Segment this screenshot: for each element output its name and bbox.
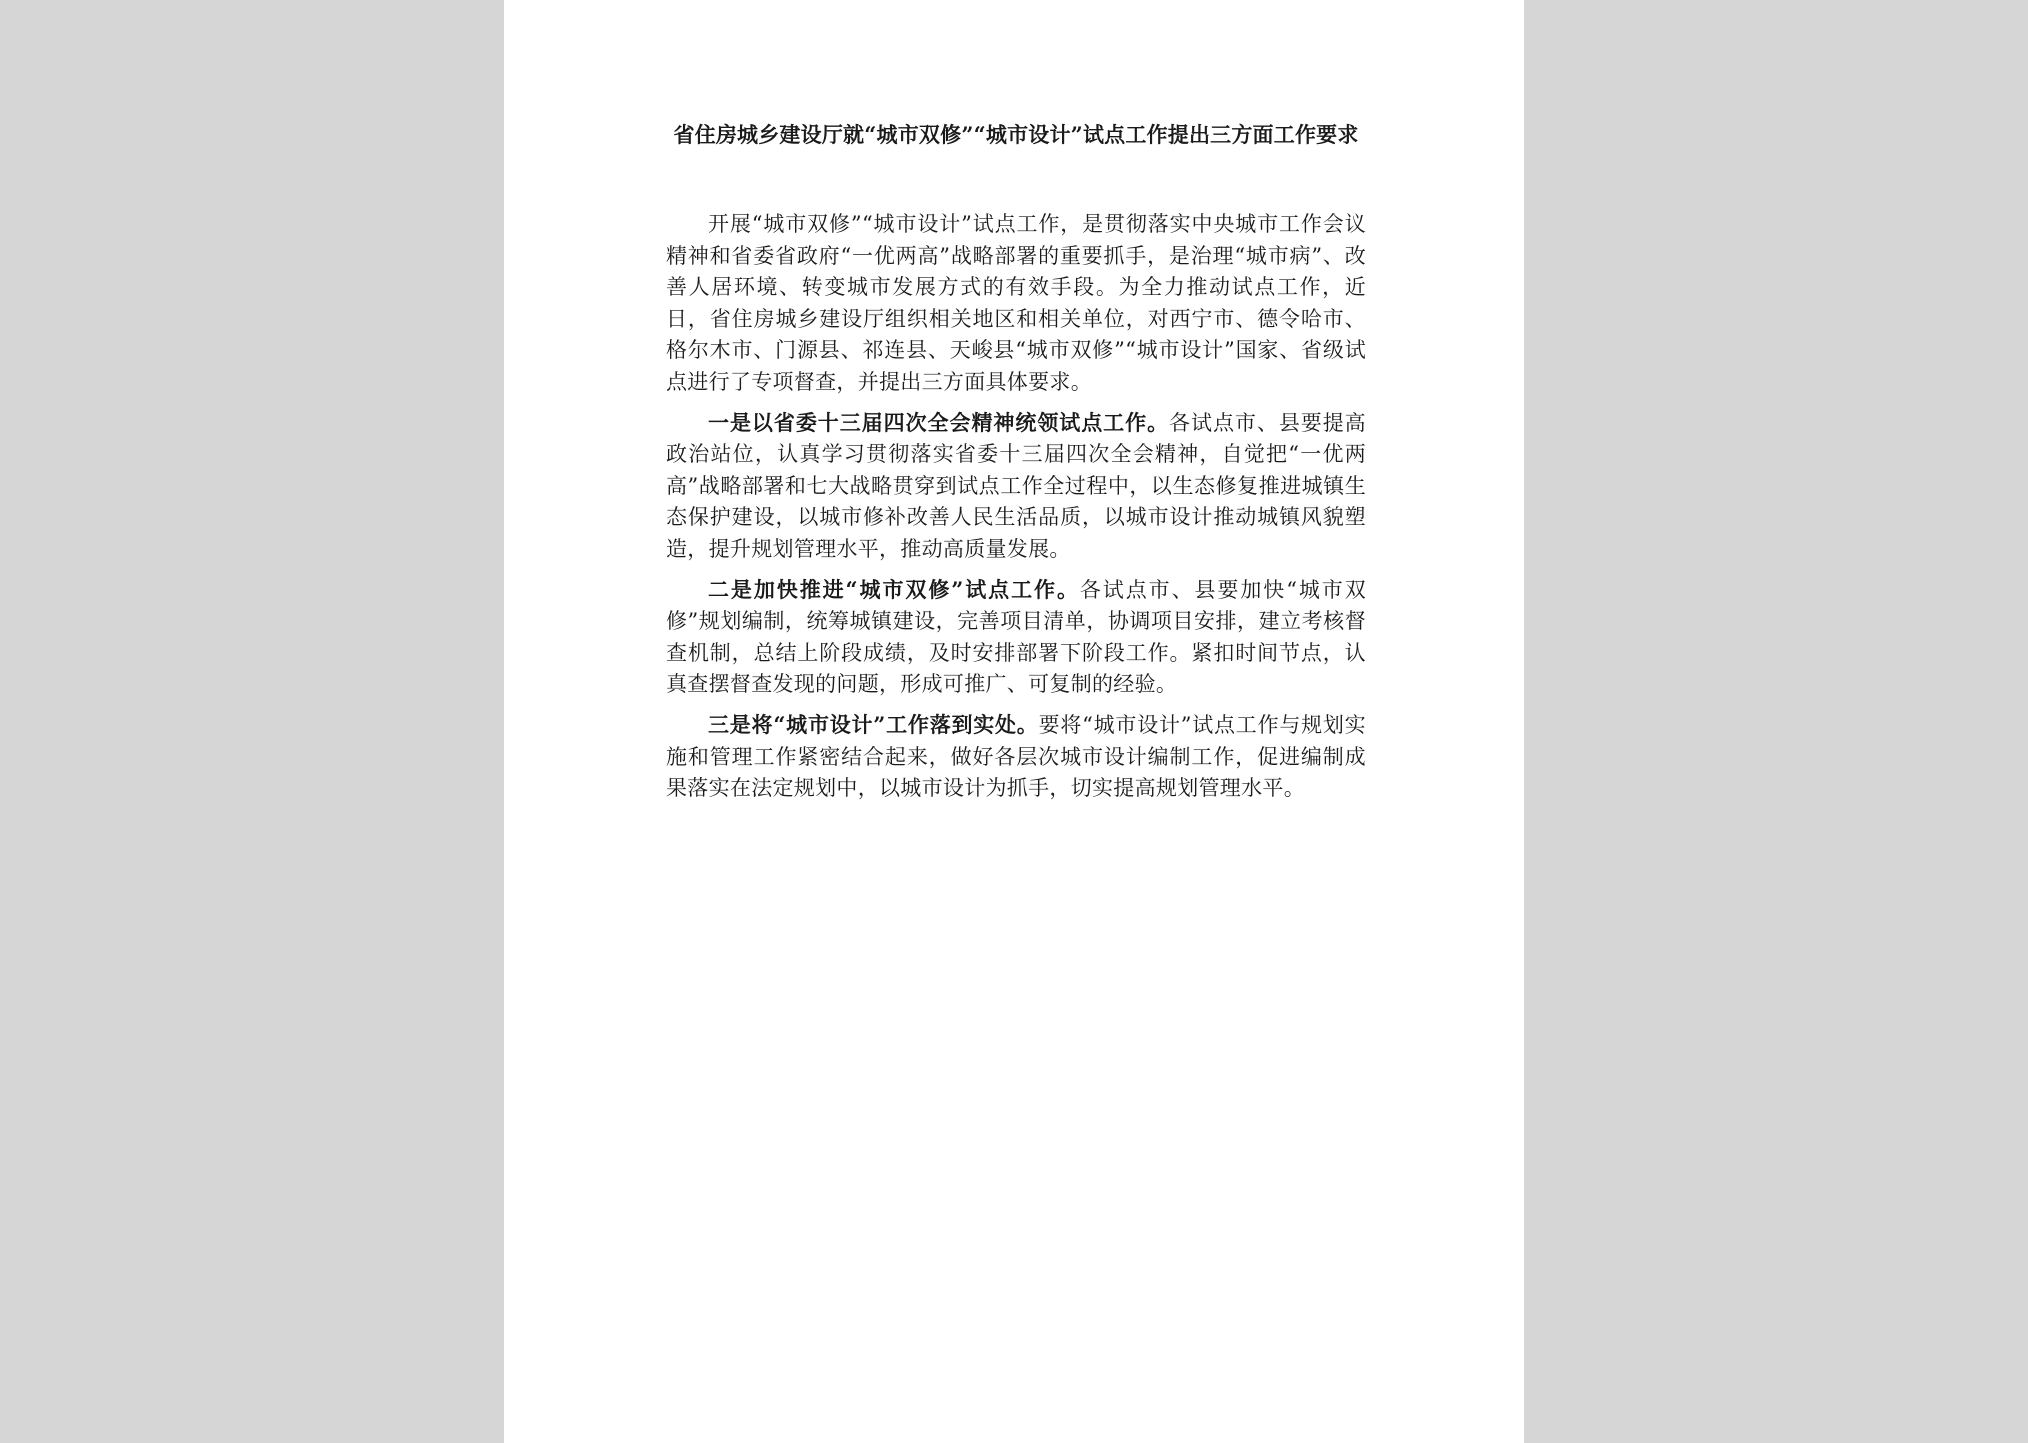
- intro-paragraph: 开展“城市双修”“城市设计”试点工作，是贯彻落实中央城市工作会议精神和省委省政府“一优两高”战略部署的重要抓手，是治理“城市病”、改善人居环境、转变城市发展方式的有效手段。为全力推动试点工作，近日，省住房城乡建设厅组织相关地区和相关单位，对西宁市、德令哈市、格尔木市、门源县、祁连县、天峻县“城市双修”“城市设计”国家、省级试点进行了专项督查，并提出三方面具体要求。: [666, 212, 1366, 394]
- point-paragraph-1: [666, 407, 1366, 566]
- point-heading: 三是将“城市设计”工作落到实处。: [708, 711, 1039, 737]
- document-content: [666, 118, 1366, 813]
- point-heading: 二是加快推进“城市双修”试点工作。: [708, 576, 1080, 602]
- point-paragraph-3: [666, 709, 1366, 805]
- point-body: 各试点市、县要加快“城市双修”规划编制，统筹城镇建设，完善项目清单，协调项目安排，建立考核督查机制，总结上阶段成绩，及时安排部署下阶段工作。紧扣时间节点，认真查摆督查发现的问题，形成可推广、可复制的经验。: [666, 577, 1366, 697]
- document-page: [504, 0, 1524, 1443]
- point-paragraph-2: [666, 574, 1366, 701]
- point-heading: 一是以省委十三届四次全会精神统领试点工作。: [708, 409, 1170, 435]
- point-body: 各试点市、县要提高政治站位，认真学习贯彻落实省委十三届四次全会精神，自觉把“一优两高”战略部署和七大战略贯穿到试点工作全过程中，以生态修复推进城镇生态保护建设，以城市修补改善人民生活品质，以城市设计推动城镇风貌塑造，提升规划管理水平，推动高质量发展。: [666, 410, 1366, 561]
- document-title: 省住房城乡建设厅就“城市双修”“城市设计”试点工作提出三方面工作要求: [673, 122, 1359, 147]
- point-body: 要将“城市设计”试点工作与规划实施和管理工作紧密结合起来，做好各层次城市设计编制工作，促进编制成果落实在法定规划中，以城市设计为抓手，切实提高规划管理水平。: [666, 712, 1366, 801]
